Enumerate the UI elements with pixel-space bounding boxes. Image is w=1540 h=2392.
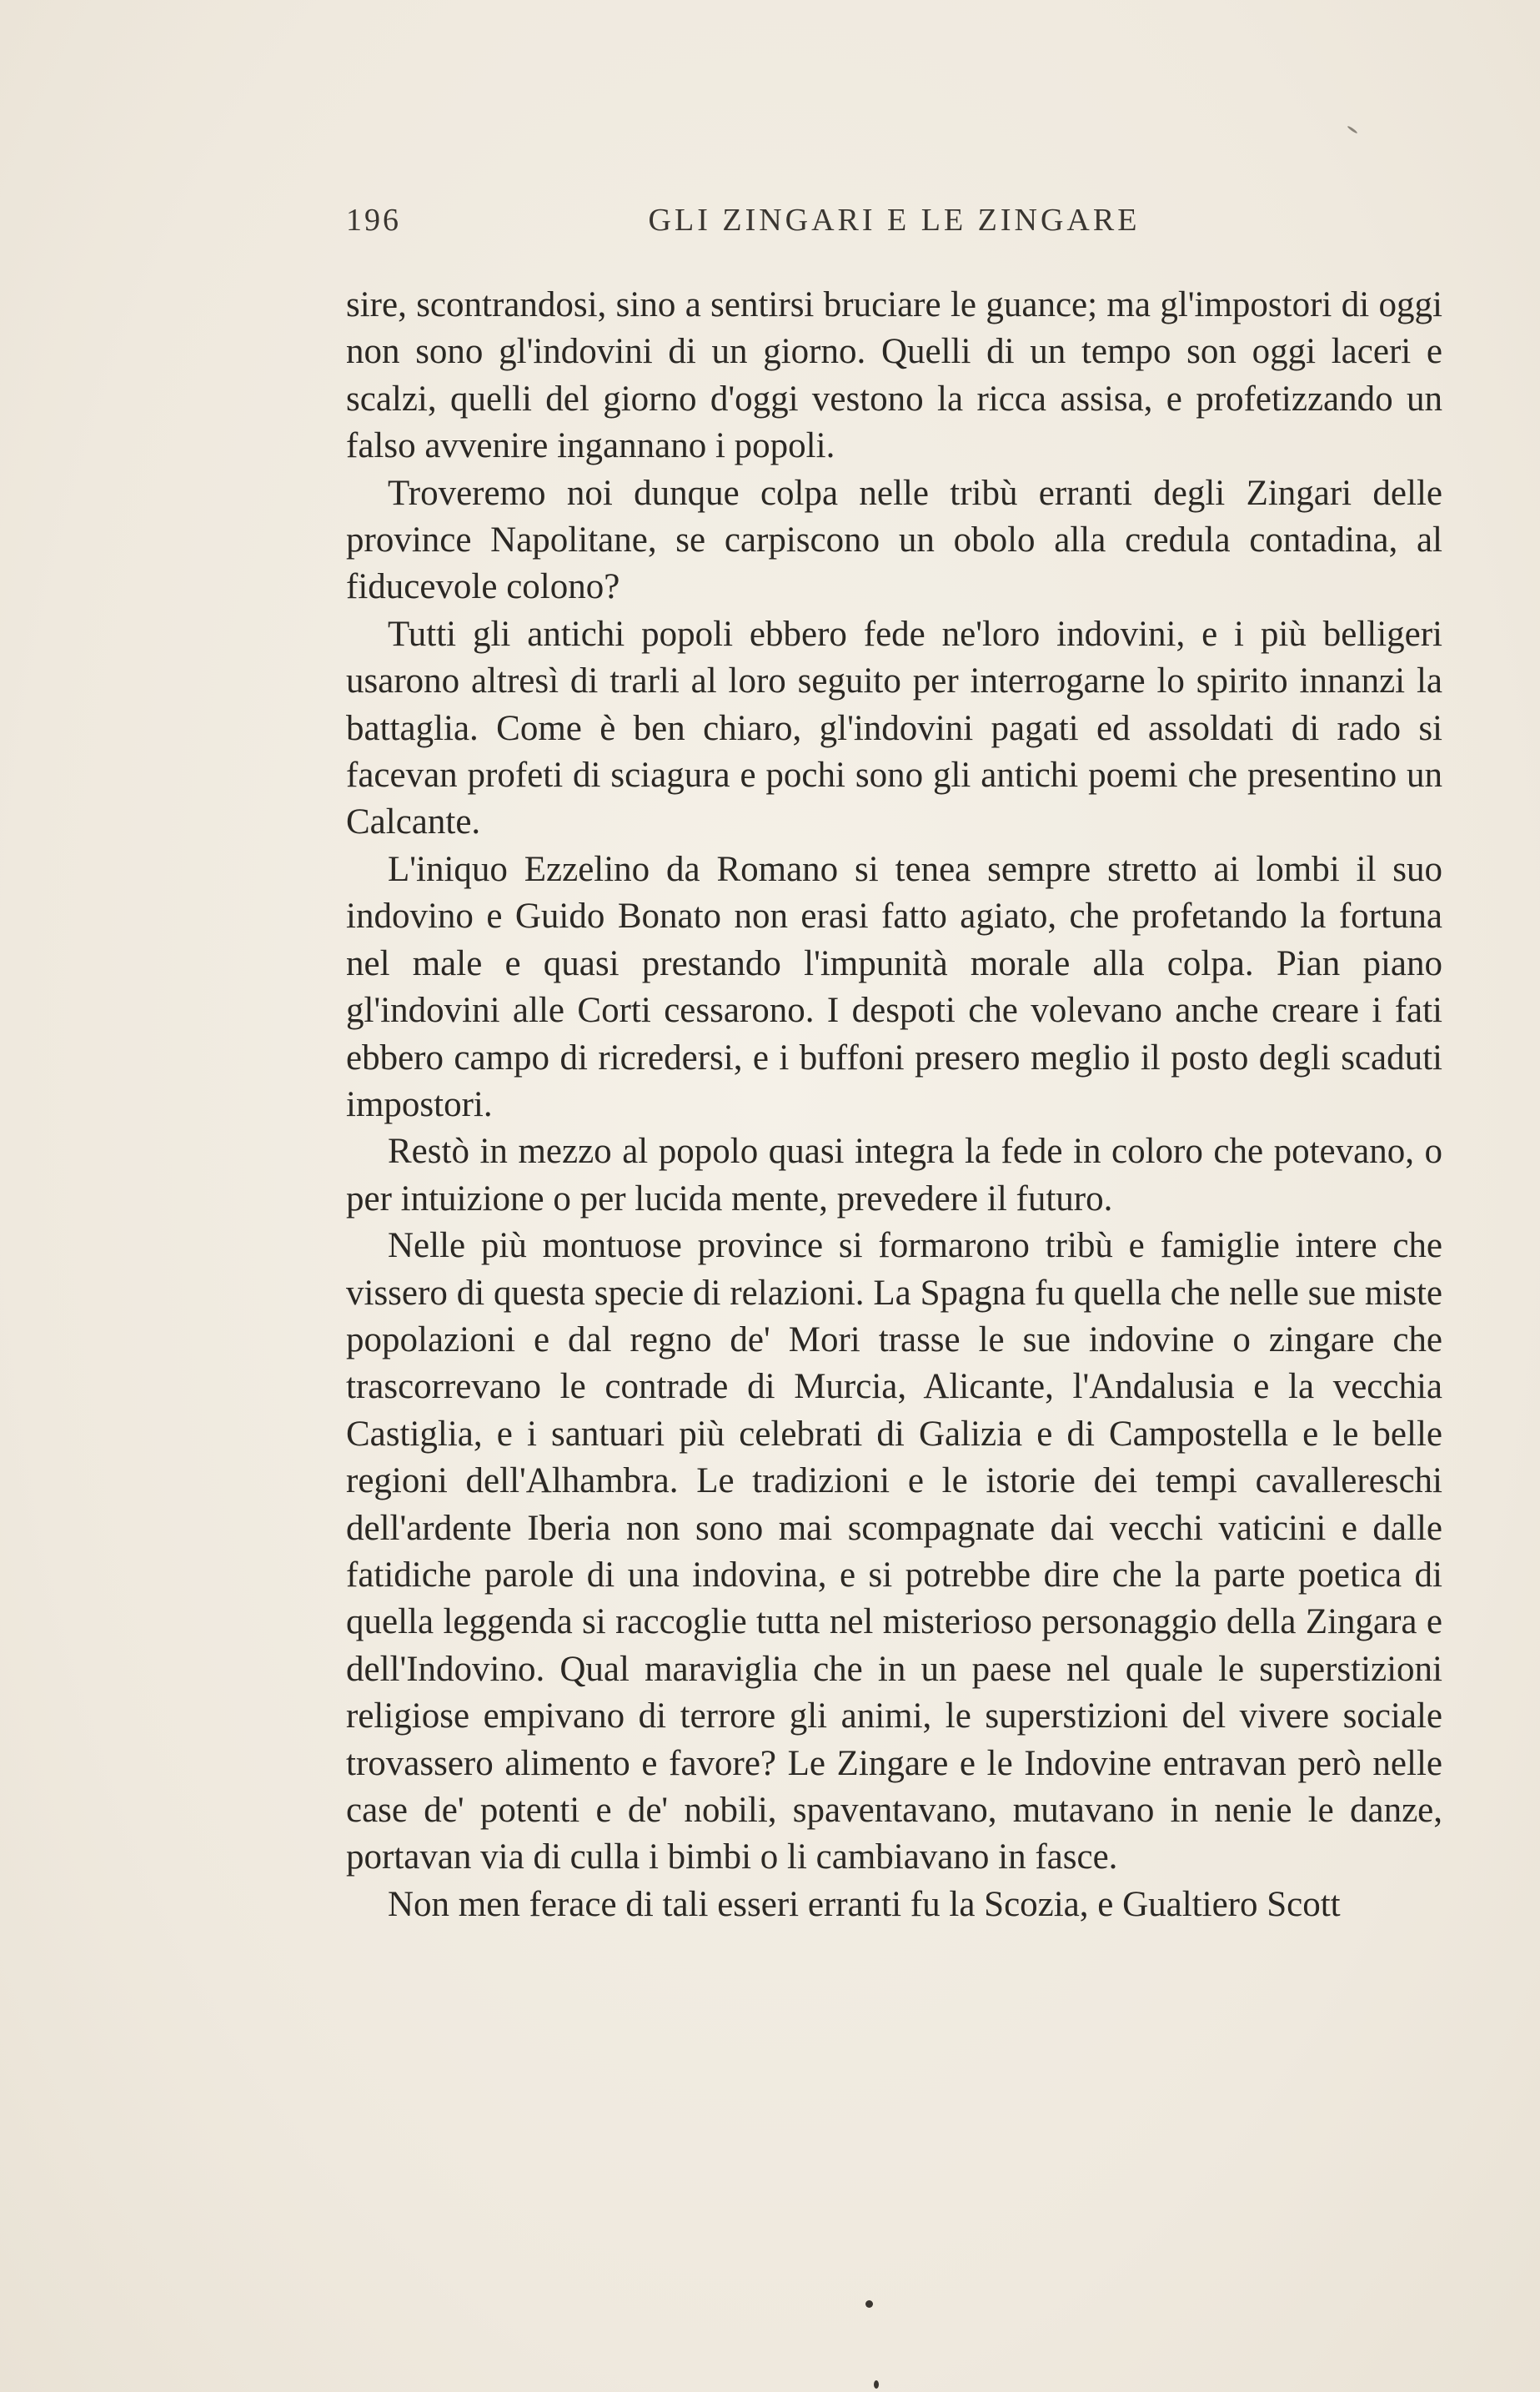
paragraph-5: Restò in mezzo al popolo quasi integra la fede in coloro che potevano, o per intuizione o per lucida mente, prevedere il futuro. bbox=[346, 1132, 1442, 1219]
ink-speck bbox=[874, 2380, 879, 2389]
ink-speck bbox=[865, 2300, 873, 2308]
body-text bbox=[346, 282, 1442, 1928]
paragraph-3: Tutti gli antichi popoli ebbero fede ne'loro indovini, e i più belligeri usarono altresì di trarli al loro seguito per interrogarne lo spirito innanzi la battaglia. Come è ben chiaro, gl'indovini pagati ed assoldati di rado si facevan profeti di sciagura e pochi sono gli antichi poemi che presentino un Calcante. bbox=[346, 614, 1442, 842]
ink-speck bbox=[1347, 125, 1357, 133]
paragraph-4: L'iniquo Ezzelino da Romano si tenea sempre stretto ai lombi il suo indovino e Guido Bonato non erasi fatto agiato, che profetando la fortuna nel male e quasi prestando l'impunità morale alla colpa. Pian piano gl'indovini alle Corti cessarono. I despoti che volevano anche creare i fati ebbero campo di ricredersi, e i buffoni presero meglio il posto degli scaduti impostori. bbox=[346, 849, 1442, 1124]
page-number: 196 bbox=[346, 203, 401, 238]
paragraph-1: sire, scontrandosi, sino a sentirsi bruciare le guance; ma gl'impostori di oggi non sono gl'indovini di un giorno. Quelli di un tempo son oggi laceri e scalzi, quelli del giorno d'oggi vestono la ricca assisa, e profetizzando un falso avvenire ingannano i popoli. bbox=[346, 285, 1442, 466]
running-title: GLI ZINGARI E LE ZINGARE bbox=[648, 203, 1141, 238]
paragraph-2: Troveremo noi dunque colpa nelle tribù erranti degli Zingari delle province Napolitane, se carpiscono un obolo alla credula contadina, al fiducevole colono? bbox=[346, 473, 1442, 607]
paragraph-6: Nelle più montuose province si formarono tribù e famiglie intere che vissero di questa specie di relazioni. La Spagna fu quella che nelle sue miste popolazioni e dal regno de' Mori trasse le sue indovine o zingare che trascorrevano le contrade di Murcia, Alicante, l'Andalusia e la vecchia Castiglia, e i santuari più celebrati di Galizia e di Campostella e le belle regioni dell'Alhambra. Le tradizioni e le istorie dei tempi cavallereschi dell'ardente Iberia non sono mai scompagnate dai vecchi vaticini e dalle fatidiche parole di una indovina, e si potrebbe dire che la parte poetica di quella leggenda si raccoglie tutta nel misterioso personaggio della Zingara e dell'Indovino. Qual maraviglia che in un paese nel quale le superstizioni religiose empivano di terrore gli animi, le superstizioni del vivere sociale trovassero alimento e favore? Le Zingare e le Indovine entravan però nelle case de' potenti e de' nobili, spaventavano, mutavano in nenie le danze, portavan via di culla i bimbi o li cambiavano in fasce. bbox=[346, 1226, 1442, 1877]
page-header bbox=[346, 202, 1442, 252]
paragraph-7: Non men ferace di tali esseri erranti fu la Scozia, e Gualtiero Scott bbox=[388, 1884, 1341, 1924]
